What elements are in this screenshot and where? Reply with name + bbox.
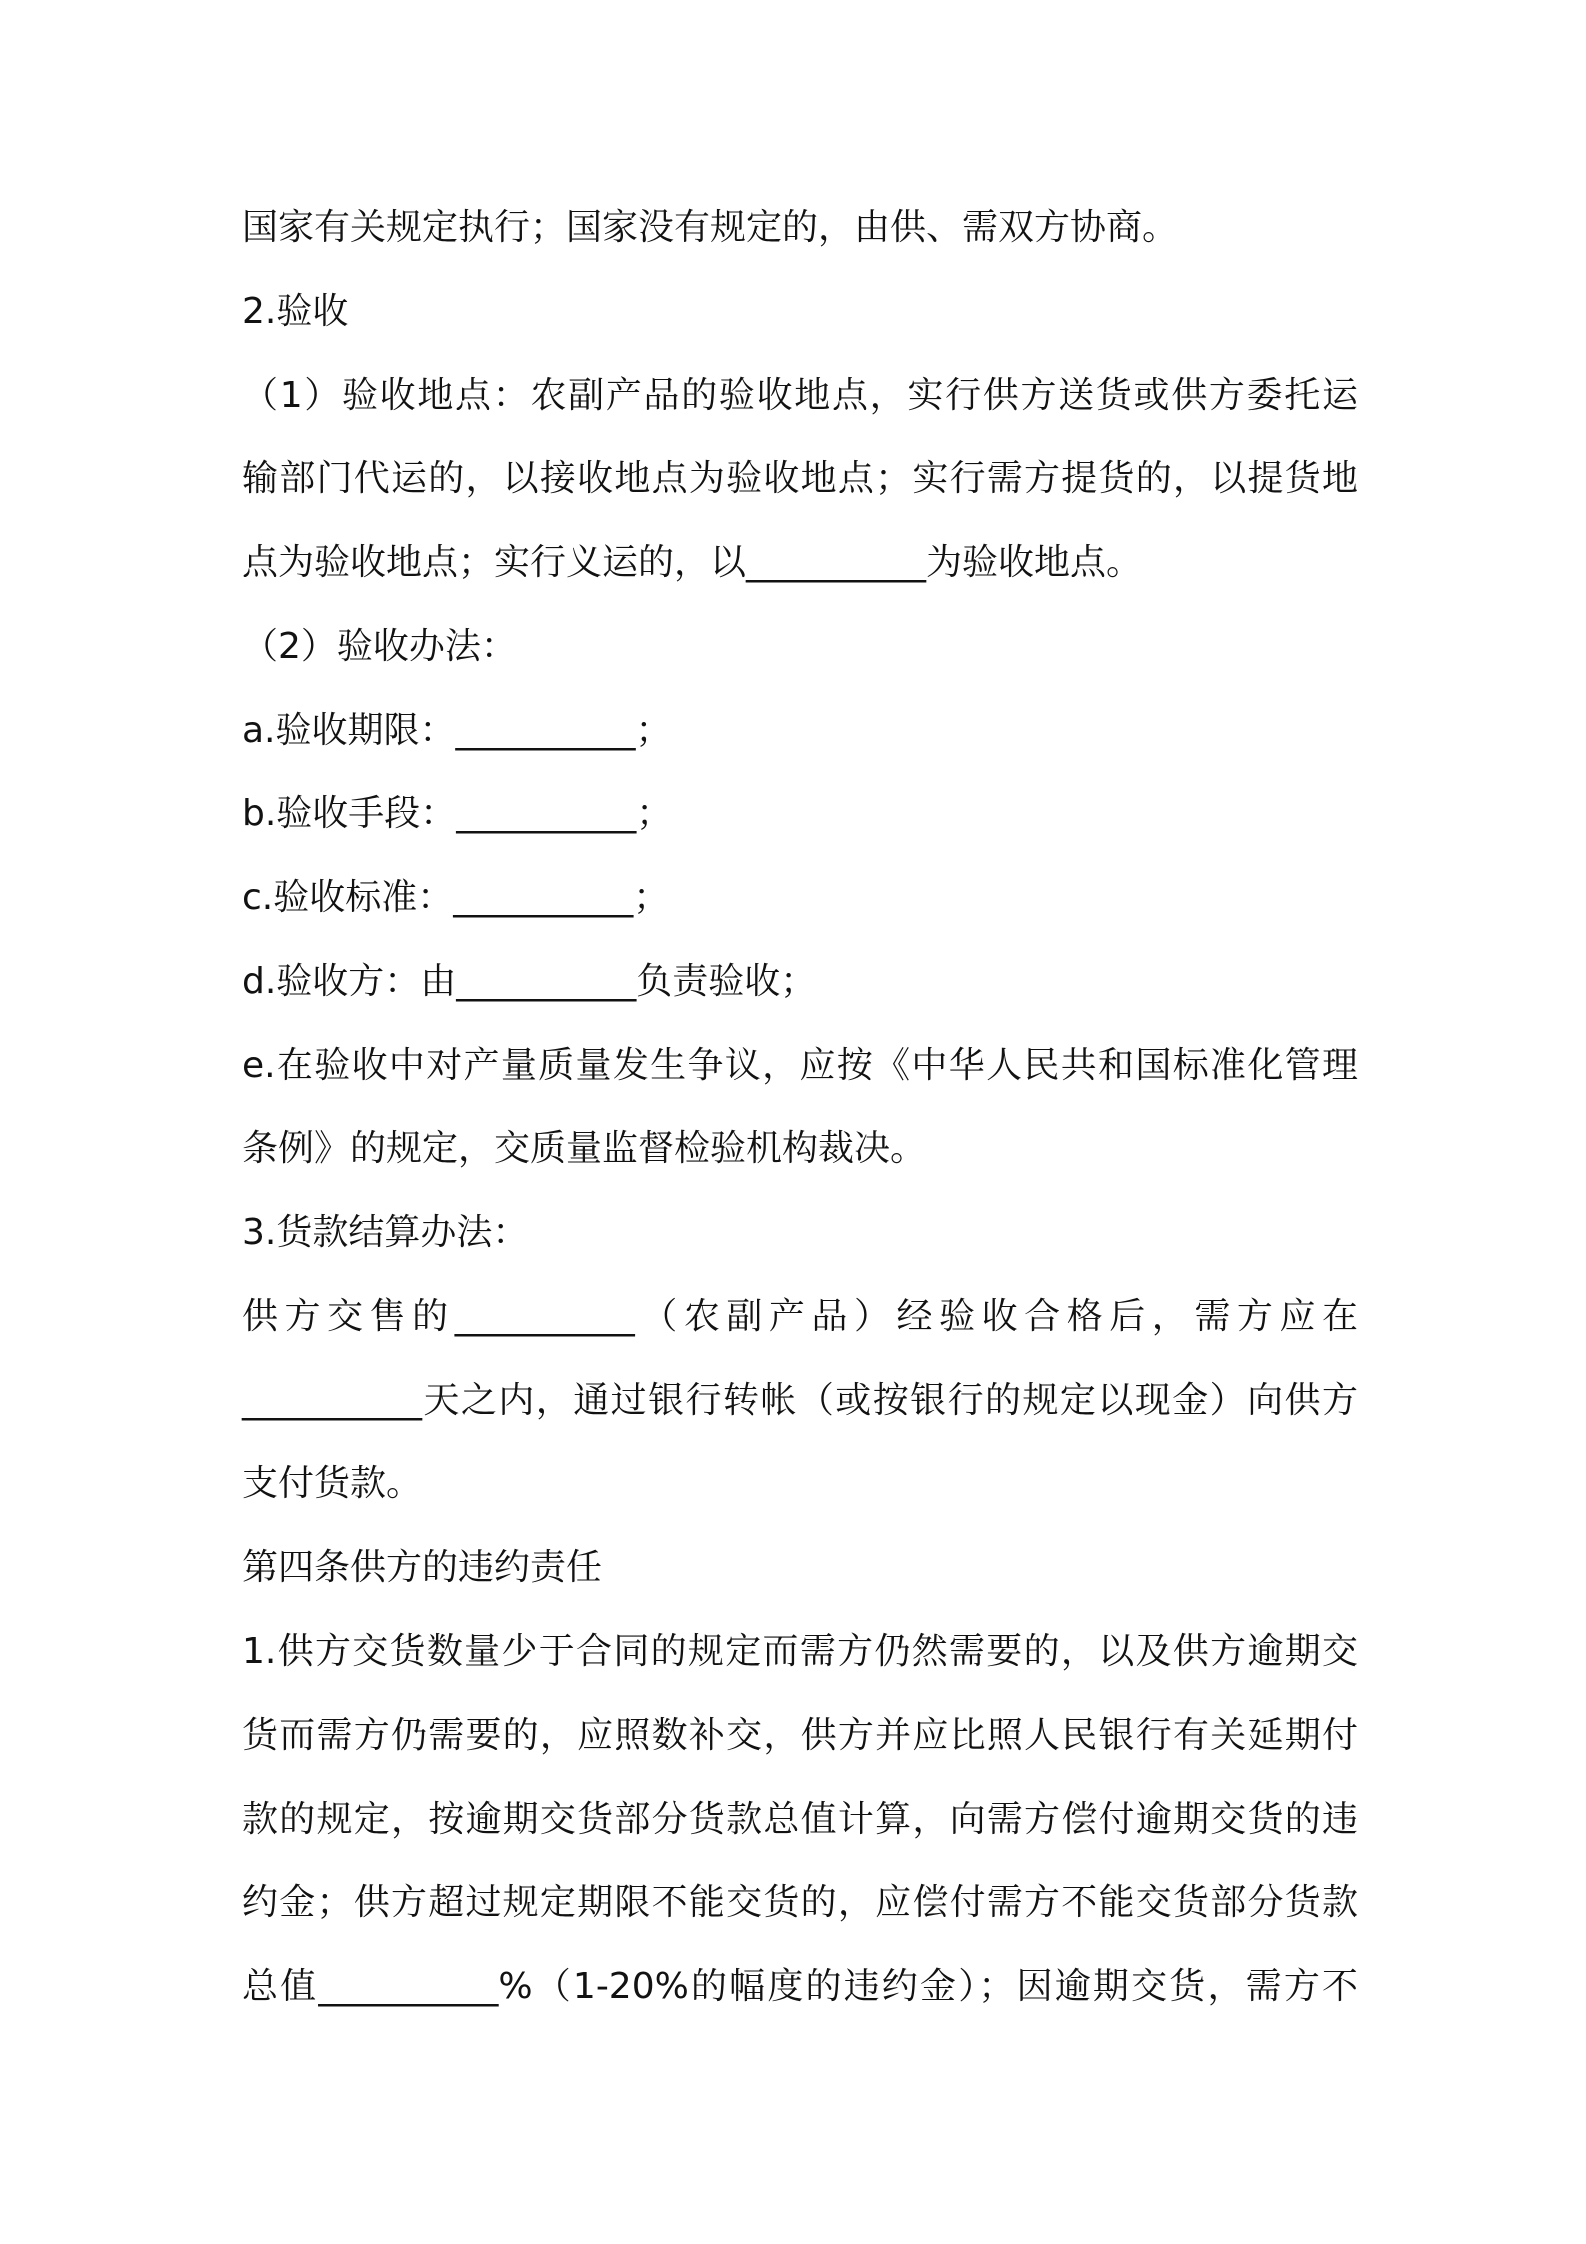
inspection-means-item — [242, 772, 1358, 856]
text-line: 2.验收 — [242, 290, 349, 332]
text-line: 1.供方交货数量少于合同的规定而需方仍然需要的，以及供方逾期交 — [242, 1631, 1358, 1673]
document-page — [242, 186, 1358, 2029]
inspection-standard-item — [242, 856, 1358, 940]
text-line: 支付货款。 — [242, 1463, 423, 1505]
text-line: 输部门代运的，以接收地点为验收地点；实行需方提货的，以提货地 — [242, 458, 1358, 500]
text-line: 约金；供方超过规定期限不能交货的，应偿付需方不能交货部分货款 — [242, 1882, 1358, 1924]
section-heading-inspection — [242, 270, 1358, 354]
text-line: 供方交售的__________（农副产品）经验收合格后，需方应在 — [242, 1295, 1358, 1337]
text-line: 条例》的规定，交质量监督检验机构裁决。 — [242, 1128, 927, 1170]
dispute-clause-item — [242, 1024, 1358, 1192]
inspection-party-item — [242, 940, 1358, 1024]
text-line: （1）验收地点：农副产品的验收地点，实行供方送货或供方委托运 — [242, 374, 1358, 416]
text-line: （2）验收办法： — [242, 625, 517, 667]
text-line: 总值__________%（1-20%的幅度的违约金）；因逾期交货，需方不 — [242, 1966, 1358, 2008]
liability-clause-1-paragraph — [242, 1610, 1358, 2029]
section-heading-payment — [242, 1191, 1358, 1275]
text-line: 国家有关规定执行；国家没有规定的，由供、需双方协商。 — [242, 207, 1179, 248]
text-line: c.验收标准：__________； — [242, 877, 670, 919]
continued-paragraph — [242, 186, 1358, 270]
inspection-location-paragraph — [242, 354, 1358, 605]
text-line: d.验收方：由__________负责验收； — [242, 960, 817, 1002]
article-heading-supplier-liability — [242, 1526, 1358, 1610]
text-line: b.验收手段：__________； — [242, 793, 673, 835]
text-line: 点为验收地点；实行义运的，以__________为验收地点。 — [242, 542, 1143, 584]
text-line: a.验收期限：__________； — [242, 709, 672, 751]
text-line: 货而需方仍需要的，应照数补交，供方并应比照人民银行有关延期付 — [242, 1714, 1358, 1756]
text-line: __________天之内，通过银行转帐（或按银行的规定以现金）向供方 — [242, 1379, 1358, 1421]
text-line: e.在验收中对产量质量发生争议，应按《中华人民共和国标准化管理 — [242, 1044, 1358, 1086]
text-line: 第四条供方的违约责任 — [242, 1547, 603, 1589]
inspection-deadline-item — [242, 689, 1358, 773]
inspection-method-heading — [242, 605, 1358, 689]
text-line: 款的规定，按逾期交货部分货款总值计算，向需方偿付逾期交货的违 — [242, 1798, 1358, 1840]
text-line: 3.货款结算办法： — [242, 1212, 529, 1254]
payment-terms-paragraph — [242, 1275, 1358, 1526]
